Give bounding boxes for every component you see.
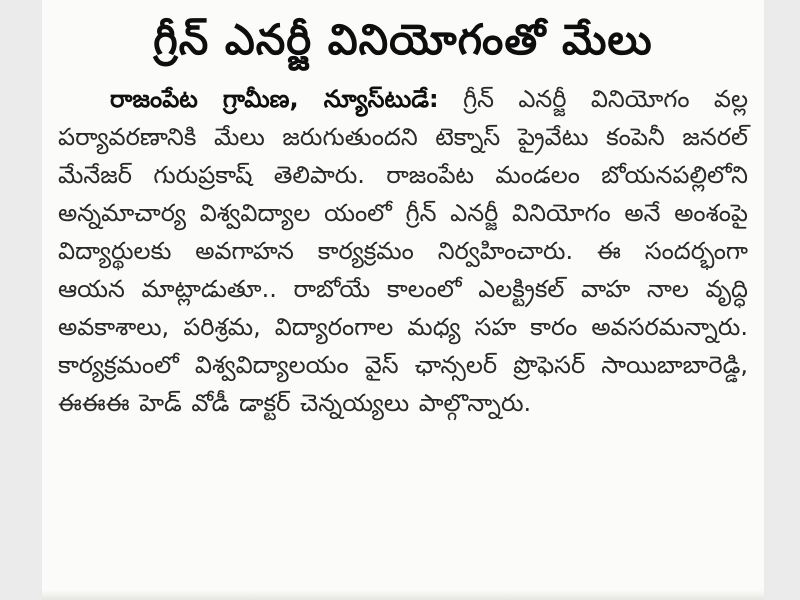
article-body [58,80,748,422]
article-text: గ్రీన్ ఎనర్జీ వినియోగం వల్ల పర్యావరణానికి మేలు జరుగుతుందని టెక్నాస్ ప్రైవేటు కంపెనీ జనరల్ మేనేజర్ గురుప్రకాష్ తెలిపారు. రాజంపేట మండలం బోయనపల్లిలోని అన్నమాచార్య విశ్వవిద్యాల యంలో గ్రీన్ ఎనర్జీ వినియోగం అనే అంశంపై విద్యార్థులకు అవగాహన కార్యక్రమం నిర్వహించారు. ఈ సందర్భంగా ఆయన మాట్లాడుతూ.. రాబోయే కాలంలో ఎలక్ట్రికల్ వాహ నాల వృద్ధి అవకాశాలు, పరిశ్రమ, విద్యారంగాల మధ్య సహ కారం అవసరమన్నారు. కార్యక్రమంలో విశ్వవిద్యాలయం వైస్ ఛాన్సలర్ ప్రొఫెసర్ సాయిబాబారెడ్డి, ఈఈఈ హెడ్ వోడీ డాక్టర్ చెన్నయ్యలు పాల్గొన్నారు. [58,85,748,417]
article-dateline: రాజంపేట గ్రామీణ, న్యూస్‌టుడే: [110,85,439,113]
article-headline: గ్రీన్ ఎనర్జీ వినియోగంతో మేలు [153,15,653,64]
clipping-bottom-edge [42,590,764,600]
newspaper-clipping [42,0,764,600]
